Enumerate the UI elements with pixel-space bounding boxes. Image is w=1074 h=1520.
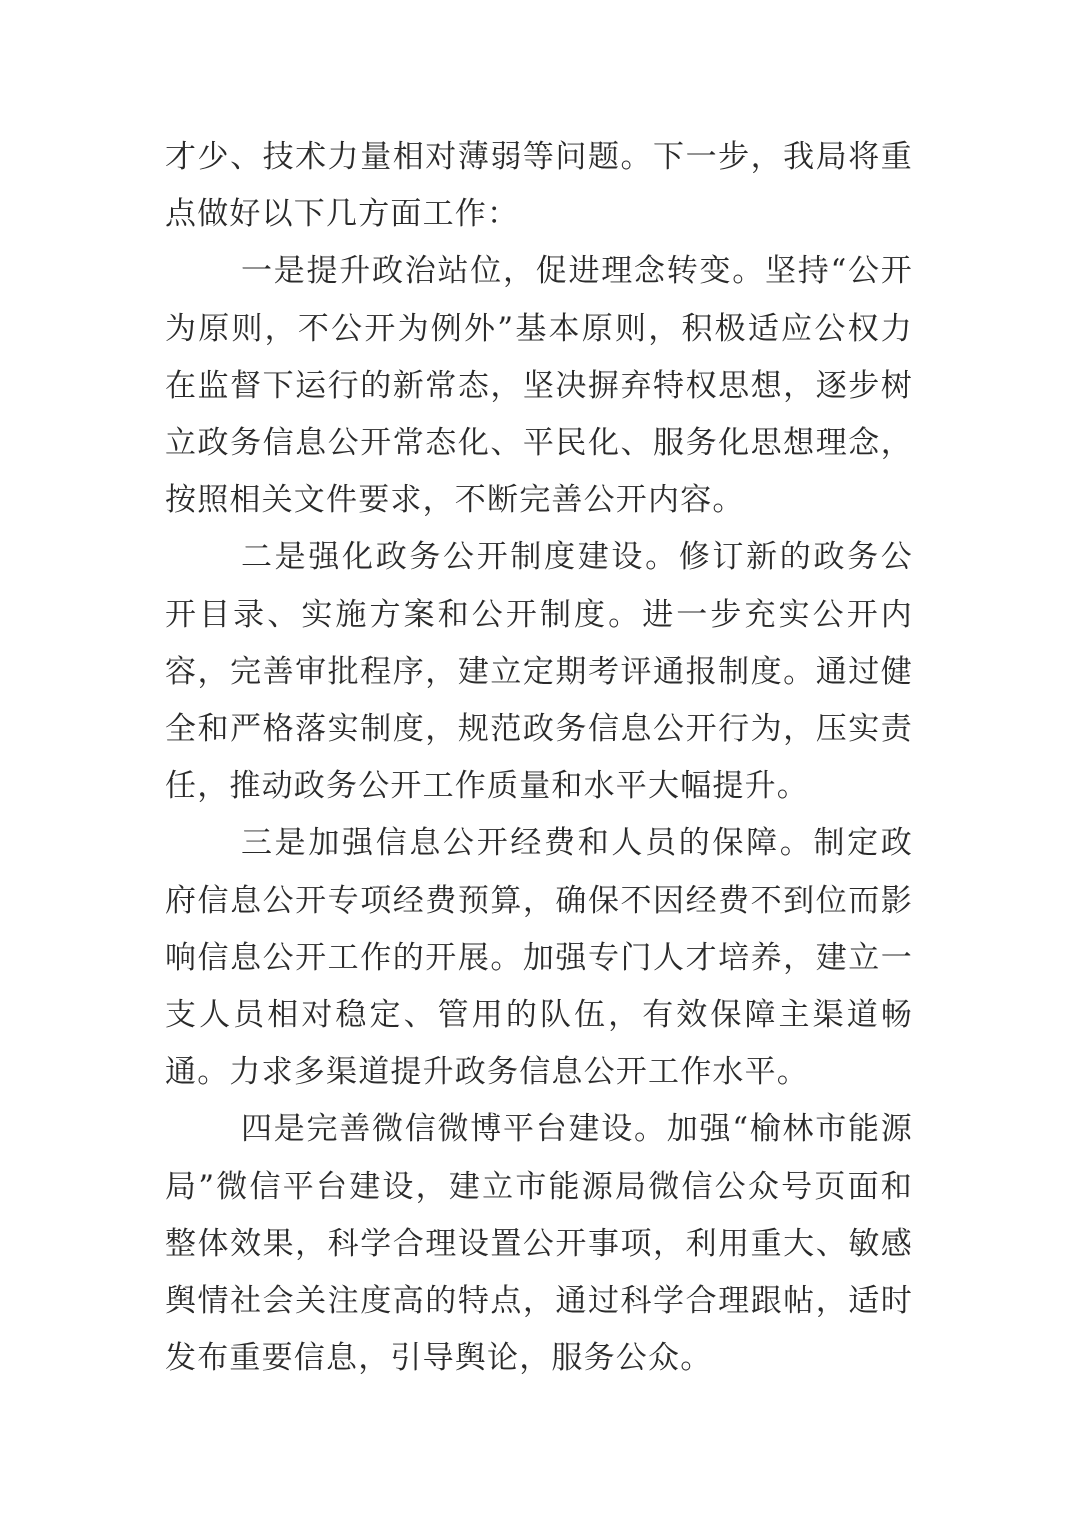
paragraph-continuation: 才少、技术力量相对薄弱等问题。下一步，我局将重点做好以下几方面工作：	[165, 139, 913, 233]
paragraph-item-4: 四是完善微信微博平台建设。加强“榆林市能源局”微信平台建设，建立市能源局微信公众号页面和整体效果，科学合理设置公开事项，利用重大、敏感舆情社会关注度高的特点，通过科学合理跟帖，适时发布重要信息，引导舆论，服务公众。	[165, 1111, 913, 1377]
paragraph-item-1: 一是提升政治站位，促进理念转变。坚持“公开为原则，不公开为例外”基本原则，积极适应公权力在监督下运行的新常态，坚决摒弃特权思想，逐步树立政务信息公开常态化、平民化、服务化思想理念，按照相关文件要求，不断完善公开内容。	[165, 253, 913, 519]
paragraph-item-3: 三是加强信息公开经费和人员的保障。制定政府信息公开专项经费预算，确保不因经费不到位而影响信息公开工作的开展。加强专门人才培养，建立一支人员相对稳定、管用的队伍，有效保障主渠道畅通。力求多渠道提升政务信息公开工作水平。	[165, 825, 913, 1091]
paragraph-item-2: 二是强化政务公开制度建设。修订新的政务公开目录、实施方案和公开制度。进一步充实公开内容，完善审批程序，建立定期考评通报制度。通过健全和严格落实制度，规范政务信息公开行为，压实责任，推动政务公开工作质量和水平大幅提升。	[165, 539, 913, 805]
document-body	[165, 129, 913, 1387]
